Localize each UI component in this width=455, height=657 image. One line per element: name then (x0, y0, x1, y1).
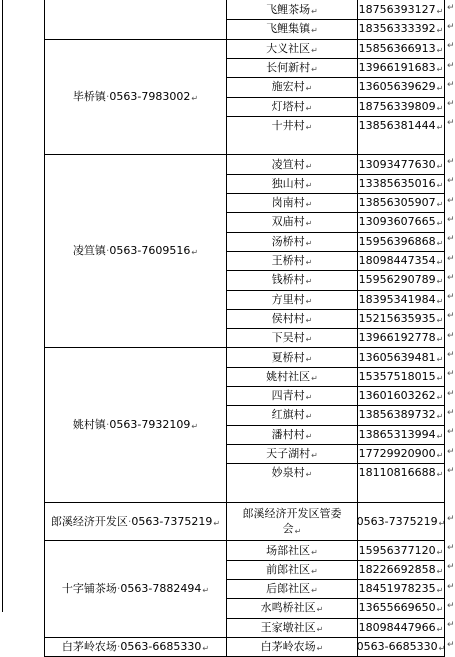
village-name-cell (227, 444, 357, 463)
paragraph-mark-icon: ↵ (305, 470, 313, 480)
paragraph-mark-icon: ↵ (311, 566, 318, 576)
row-end-mark-icon: ↵ (447, 369, 455, 380)
village-phone-cell (358, 290, 444, 309)
village-name-cell (227, 0, 357, 19)
village-phone-cell (358, 347, 444, 366)
town-name: 白茅岭农场 (61, 640, 117, 654)
row-end-mark-icon: ↵ (447, 214, 455, 225)
village-name-cell (227, 328, 357, 347)
village-phone-cell (358, 77, 444, 96)
village-phone-cell (358, 19, 444, 38)
village-phone: 18226692858 (358, 562, 436, 576)
paragraph-mark-icon: ↵ (294, 526, 302, 536)
village-name-cell (227, 290, 357, 309)
paragraph-mark-icon: ↵ (311, 373, 318, 383)
village-phone: 18756393127 (358, 3, 436, 17)
village-name: 大义社区 (266, 41, 311, 55)
village-phone-cell (358, 251, 444, 270)
village-name-cell (227, 598, 357, 617)
paragraph-mark-icon: ↵ (305, 335, 313, 345)
village-phone: 0563-7375219 (356, 514, 438, 528)
village-name-cell (227, 386, 357, 405)
town-cell (45, 347, 226, 501)
village-name: 侯村村 (271, 311, 305, 325)
paragraph-mark-icon: ↵ (436, 605, 444, 615)
village-name: 夏桥村 (271, 350, 305, 364)
paragraph-mark-icon: ↵ (305, 354, 313, 364)
town-name: 十字铺茶场 (61, 582, 117, 596)
village-phone-cell (358, 328, 444, 347)
separator-dot-icon: · (105, 418, 110, 432)
row-end-mark-icon: ↵ (447, 514, 455, 525)
village-phone: 18756339809 (358, 99, 436, 113)
paragraph-mark-icon: ↵ (436, 219, 444, 229)
row-end-mark-icon: ↵ (447, 272, 455, 283)
village-name-cell (227, 19, 357, 38)
paragraph-mark-icon: ↵ (436, 84, 444, 94)
village-name-cell (227, 116, 357, 135)
town-phone: 0563-7609516 (109, 244, 191, 258)
village-phone: 18395341984 (358, 292, 436, 306)
paragraph-mark-icon: ↵ (436, 586, 444, 596)
village-phone: 13093477630 (358, 157, 436, 171)
paragraph-mark-icon: ↵ (305, 122, 313, 132)
paragraph-mark-icon: ↵ (305, 219, 313, 229)
separator-dot-icon: · (127, 514, 132, 528)
paragraph-mark-icon: ↵ (436, 161, 444, 171)
village-phone-cell (358, 444, 444, 463)
town-phone: 0563-7983002 (109, 89, 191, 103)
village-phone-cell (358, 463, 444, 482)
village-phone: 15956396868 (358, 234, 436, 248)
village-name: 四青村 (271, 389, 305, 403)
village-phone: 15357518015 (358, 369, 436, 383)
village-name-cell (227, 367, 357, 386)
village-phone: 13856389732 (358, 408, 436, 422)
village-name-cell (227, 618, 357, 637)
row-end-mark-icon: ↵ (447, 407, 455, 418)
town-cell (45, 39, 226, 155)
paragraph-mark-icon: ↵ (316, 605, 324, 615)
paragraph-mark-icon: ↵ (191, 248, 199, 258)
village-phone-cell (358, 232, 444, 251)
village-phone-cell (358, 598, 444, 617)
village-phone: 18356333392 (358, 22, 436, 36)
village-name-cell (227, 463, 357, 482)
village-phone-cell (358, 0, 444, 19)
row-end-mark-icon: ↵ (447, 639, 455, 650)
village-name: 妙泉村 (271, 466, 305, 480)
paragraph-mark-icon: ↵ (436, 393, 444, 403)
row-end-mark-icon: ↵ (447, 620, 455, 631)
village-name-line (243, 506, 342, 521)
paragraph-mark-icon: ↵ (436, 180, 444, 190)
town-phone: 0563-7882494 (120, 582, 202, 596)
paragraph-mark-icon: ↵ (436, 200, 444, 210)
village-phone: 15856366913 (358, 41, 436, 55)
village-phone-cell (358, 39, 444, 58)
village-phone: 13856305907 (358, 196, 436, 210)
row-end-mark-icon: ↵ (447, 21, 455, 32)
town-phone: 0563-7932109 (109, 418, 191, 432)
village-name-cell (227, 425, 357, 444)
village-phone: 15215635935 (358, 311, 436, 325)
village-name: 岗南村 (271, 196, 305, 210)
village-name: 王家墩社区 (260, 620, 316, 634)
paragraph-mark-icon: ↵ (436, 431, 444, 441)
village-name: 双庙村 (271, 215, 305, 229)
paragraph-mark-icon: ↵ (305, 412, 313, 422)
village-phone: 13385635016 (358, 176, 436, 190)
village-phone: 13865313994 (358, 427, 436, 441)
row-end-mark-icon: ↵ (447, 176, 455, 187)
row-end-mark-icon: ↵ (447, 253, 455, 264)
village-name-cell (227, 212, 357, 231)
village-name: 后郎社区 (266, 582, 311, 596)
village-phone-cell (358, 309, 444, 328)
village-phone-cell (358, 270, 444, 289)
village-name: 方里村 (271, 292, 305, 306)
village-name: 王桥村 (271, 254, 305, 268)
row-end-mark-icon: ↵ (447, 446, 455, 457)
paragraph-mark-icon: ↵ (305, 238, 313, 248)
paragraph-mark-icon: ↵ (436, 566, 444, 576)
paragraph-mark-icon: ↵ (305, 161, 313, 171)
separator-dot-icon: · (105, 89, 110, 103)
paragraph-mark-icon: ↵ (436, 122, 444, 132)
row-end-mark-icon: ↵ (447, 157, 455, 168)
paragraph-mark-icon: ↵ (305, 393, 313, 403)
row-end-mark-icon: ↵ (447, 99, 455, 110)
village-phone-cell (358, 116, 444, 135)
row-end-mark-icon: ↵ (447, 562, 455, 573)
paragraph-mark-icon: ↵ (305, 296, 313, 306)
town-cell (45, 637, 226, 656)
row-end-mark-icon: ↵ (447, 311, 455, 322)
town-phone: 0563-6685330 (120, 640, 202, 654)
village-name-cell (227, 270, 357, 289)
village-name-cell (227, 193, 357, 212)
paragraph-mark-icon: ↵ (305, 258, 313, 268)
paragraph-mark-icon: ↵ (316, 644, 324, 654)
village-name-cell (227, 540, 357, 559)
paragraph-mark-icon: ↵ (436, 7, 444, 17)
village-phone: 13856381444 (358, 118, 436, 132)
paragraph-mark-icon: ↵ (191, 422, 199, 432)
village-name-cell (227, 560, 357, 579)
paragraph-mark-icon: ↵ (191, 93, 199, 103)
paragraph-mark-icon: ↵ (438, 644, 446, 654)
village-phone: 13966192778 (358, 331, 436, 345)
town-name: 姚村镇 (72, 418, 106, 432)
village-name-cell (227, 579, 357, 598)
village-name-cell (227, 97, 357, 116)
town-cell (45, 540, 226, 637)
village-phone-cell (358, 405, 444, 424)
paragraph-mark-icon: ↵ (436, 315, 444, 325)
paragraph-mark-icon: ↵ (436, 238, 444, 248)
paragraph-mark-icon: ↵ (436, 45, 444, 55)
village-phone-cell (358, 193, 444, 212)
row-end-mark-icon: ↵ (447, 234, 455, 245)
village-name: 白茅岭农场 (260, 640, 316, 654)
row-end-mark-icon: ↵ (447, 60, 455, 71)
paragraph-mark-icon: ↵ (305, 180, 313, 190)
village-name-cell (227, 502, 357, 541)
paragraph-mark-icon: ↵ (305, 431, 313, 441)
village-name: 灯塔村 (271, 99, 305, 113)
row-end-mark-icon: ↵ (447, 600, 455, 611)
row-end-mark-icon: ↵ (447, 292, 455, 303)
paragraph-mark-icon: ↵ (316, 624, 324, 634)
village-phone-cell (358, 618, 444, 637)
village-phone: 18451978235 (358, 582, 436, 596)
village-phone: 13605639481 (358, 350, 436, 364)
village-phone: 13601603262 (358, 389, 436, 403)
town-name: 凌笪镇 (72, 244, 106, 258)
village-phone: 17729920900 (358, 447, 436, 461)
paragraph-mark-icon: ↵ (436, 258, 444, 268)
village-phone-cell (358, 386, 444, 405)
town-cell (45, 154, 226, 347)
village-phone: 15956290789 (358, 273, 436, 287)
village-phone: 18110816688 (358, 466, 436, 480)
row-end-mark-icon: ↵ (447, 465, 455, 476)
row-end-mark-icon: ↵ (447, 388, 455, 399)
village-phone: 18098447354 (358, 254, 436, 268)
paragraph-mark-icon: ↵ (311, 451, 318, 461)
village-phone-cell (358, 174, 444, 193)
row-end-mark-icon: ↵ (447, 427, 455, 438)
village-name-cell (227, 77, 357, 96)
paragraph-mark-icon: ↵ (305, 200, 313, 210)
village-name: 汤桥村 (271, 234, 305, 248)
paragraph-mark-icon: ↵ (305, 84, 313, 94)
village-name-cell (227, 154, 357, 173)
paragraph-mark-icon: ↵ (436, 26, 444, 36)
paragraph-mark-icon: ↵ (305, 103, 313, 113)
village-name: 天子湖村 (266, 447, 311, 461)
village-name-cell (227, 347, 357, 366)
village-name: 潘村村 (271, 427, 305, 441)
village-phone-cell (358, 58, 444, 77)
paragraph-mark-icon: ↵ (436, 354, 444, 364)
village-name: 凌笪村 (271, 157, 305, 171)
paragraph-mark-icon: ↵ (436, 335, 444, 345)
paragraph-mark-icon: ↵ (202, 586, 210, 596)
row-end-mark-icon: ↵ (447, 41, 455, 52)
paragraph-mark-icon: ↵ (436, 451, 444, 461)
village-name-cell (227, 174, 357, 193)
paragraph-mark-icon: ↵ (311, 65, 318, 75)
paragraph-mark-icon: ↵ (305, 315, 313, 325)
village-name: 十井村 (271, 118, 305, 132)
village-name: 会 (282, 521, 294, 535)
town-name: 郎溪经济开发区 (50, 514, 128, 528)
village-name-cell (227, 251, 357, 270)
paragraph-mark-icon: ↵ (311, 547, 318, 557)
paragraph-mark-icon: ↵ (436, 373, 444, 383)
village-phone-cell (358, 637, 444, 656)
village-phone: 0563-6685330 (356, 640, 438, 654)
village-name: 钱桥村 (271, 273, 305, 287)
separator-dot-icon: · (116, 582, 121, 596)
town-phone: 0563-7375219 (131, 514, 213, 528)
village-phone-cell (358, 540, 444, 559)
village-name: 郎溪经济开发区管委 (242, 506, 342, 520)
village-phone: 15956377120 (358, 543, 436, 557)
row-end-mark-icon: ↵ (447, 79, 455, 90)
row-end-mark-icon: ↵ (447, 118, 455, 129)
village-name: 独山村 (271, 176, 305, 190)
town-cell (45, 502, 226, 541)
village-phone-cell (358, 579, 444, 598)
paragraph-mark-icon: ↵ (311, 586, 318, 596)
paragraph-mark-icon: ↵ (213, 518, 221, 528)
village-phone-cell (358, 154, 444, 173)
paragraph-mark-icon: ↵ (436, 277, 444, 287)
village-name: 飞鲤茶场 (266, 3, 311, 17)
village-name: 水鸣桥社区 (260, 601, 316, 615)
village-phone-cell (358, 367, 444, 386)
row-end-mark-icon: ↵ (447, 350, 455, 361)
town-name: 毕桥镇 (72, 89, 106, 103)
paragraph-mark-icon: ↵ (436, 624, 444, 634)
village-name: 长何新村 (266, 61, 311, 75)
village-name: 下吴村 (271, 331, 305, 345)
row-end-mark-icon: ↵ (447, 330, 455, 341)
separator-dot-icon: · (105, 244, 110, 258)
paragraph-mark-icon: ↵ (436, 103, 444, 113)
paragraph-mark-icon: ↵ (311, 7, 318, 17)
paragraph-mark-icon: ↵ (436, 296, 444, 306)
village-name-cell (227, 637, 357, 656)
village-name: 场部社区 (266, 543, 311, 557)
village-phone-cell (358, 425, 444, 444)
row-end-mark-icon: ↵ (447, 581, 455, 592)
page-margin-line (2, 0, 3, 612)
village-phone-cell (358, 502, 444, 541)
village-name: 姚村社区 (266, 369, 311, 383)
village-name: 前郎社区 (266, 562, 311, 576)
paragraph-mark-icon: ↵ (311, 26, 318, 36)
separator-dot-icon: · (116, 640, 121, 654)
paragraph-mark-icon: ↵ (438, 518, 446, 528)
village-phone-cell (358, 97, 444, 116)
paragraph-mark-icon: ↵ (311, 45, 318, 55)
village-phone-cell (358, 212, 444, 231)
row-end-mark-icon: ↵ (447, 195, 455, 206)
village-phone: 13093607665 (358, 215, 436, 229)
paragraph-mark-icon: ↵ (436, 65, 444, 75)
paragraph-mark-icon: ↵ (202, 644, 210, 654)
village-name-cell (227, 405, 357, 424)
village-name: 飞鲤集镇 (266, 22, 311, 36)
row-end-mark-icon: ↵ (447, 2, 455, 13)
village-name: 红旗村 (271, 408, 305, 422)
paragraph-mark-icon: ↵ (436, 547, 444, 557)
village-name-line (283, 521, 302, 537)
paragraph-mark-icon: ↵ (305, 277, 313, 287)
paragraph-mark-icon: ↵ (436, 470, 444, 480)
village-phone: 13605639629 (358, 80, 436, 94)
village-phone: 13655669650 (358, 601, 436, 615)
village-phone: 18098447966 (358, 620, 436, 634)
village-name-cell (227, 39, 357, 58)
row-end-mark-icon: ↵ (447, 543, 455, 554)
village-name-cell (227, 232, 357, 251)
village-phone-cell (358, 560, 444, 579)
village-name: 施宏村 (271, 80, 305, 94)
village-name-cell (227, 309, 357, 328)
village-name-cell (227, 58, 357, 77)
paragraph-mark-icon: ↵ (436, 412, 444, 422)
village-phone: 13966191683 (358, 61, 436, 75)
